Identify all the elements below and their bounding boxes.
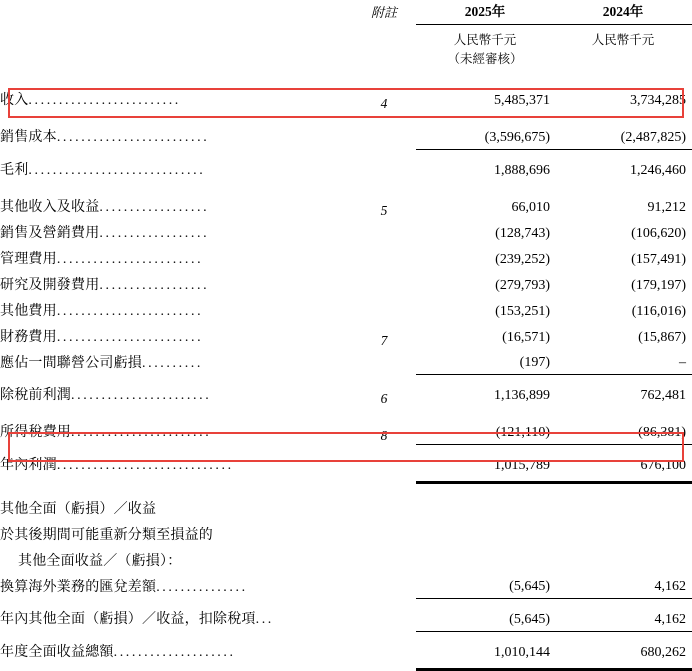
row-note-other-expenses: [352, 297, 416, 323]
row-current-selling-expenses: (128,743): [495, 225, 550, 241]
row-current-fx-translation: (5,645): [509, 579, 550, 594]
row-current-finance-costs: (16,571): [502, 329, 550, 345]
row-label-fx-translation: 換算海外業務的匯兌差額...............: [0, 579, 248, 595]
row-note-rd-expenses: [352, 271, 416, 297]
row-label-profit-for-year: 年內利潤.............................: [0, 457, 234, 473]
spacer: [0, 75, 692, 86]
row-current-other-income: 66,010: [511, 199, 550, 215]
table-row: [0, 193, 692, 219]
oci-subheading-row-1: [0, 521, 692, 547]
table-row: [0, 349, 692, 375]
row-label-gross-profit: 毛利.............................: [0, 162, 206, 178]
oci-heading-row: [0, 495, 692, 521]
row-prior-gross-profit: 1,246,460: [630, 162, 686, 178]
row-prior-revenue: 3,734,285: [630, 93, 686, 108]
header-note-label: 附註: [370, 4, 397, 20]
row-note-gross-profit: [352, 156, 416, 182]
row-prior-total-oci: 4,162: [654, 611, 686, 627]
row-note-profit-before-tax: 6: [380, 391, 388, 406]
row-current-income-tax: (121,110): [495, 424, 550, 440]
header-year-current: 2025年: [416, 0, 554, 25]
header-unit-prior-2: [554, 48, 692, 75]
row-current-revenue: 5,485,371: [494, 93, 550, 108]
row-note-finance-costs: 7: [380, 332, 388, 348]
row-prior-fx-translation: 4,162: [654, 579, 686, 594]
row-prior-cost-of-sales: (2,487,825): [620, 129, 686, 145]
row-current-gross-profit: 1,888,696: [494, 162, 550, 178]
spacer: [0, 112, 692, 123]
row-current-profit-before-tax: 1,136,899: [494, 388, 550, 403]
oci-subheading-line2: 其他全面收益／（虧損）：: [18, 553, 182, 569]
oci-subheading-line1: 於其後期間可能重新分類至損益的: [0, 527, 213, 543]
table-row: [0, 123, 692, 149]
row-label-share-of-associate-loss: 應佔一間聯營公司虧損..........: [0, 355, 203, 371]
row-note-total-comprehensive-income: [352, 638, 416, 664]
row-label-admin-expenses: 管理費用........................: [0, 251, 204, 267]
table-row: [0, 573, 692, 599]
row-current-total-comprehensive-income: 1,010,144: [494, 644, 550, 660]
spacer: [0, 182, 692, 193]
spacer: [0, 482, 692, 495]
row-note-fx-translation: [352, 573, 416, 599]
header-unit-current: 人民幣千元: [453, 33, 517, 47]
row-label-total-oci: 年內其他全面（虧損）／收益，扣除稅項...: [0, 612, 274, 627]
table-header-unit-row: [0, 25, 692, 49]
table-row: [0, 156, 692, 182]
table-row: [0, 245, 692, 271]
table-row: [0, 86, 692, 112]
header-unit-prior: 人民幣千元: [591, 33, 655, 47]
row-prior-total-comprehensive-income: 680,262: [640, 644, 686, 660]
row-label-profit-before-tax: 除稅前利潤.......................: [0, 388, 212, 403]
row-prior-share-of-associate-loss: –: [679, 355, 686, 370]
row-current-cost-of-sales: (3,596,675): [484, 129, 550, 145]
row-label-cost-of-sales: 銷售成本.........................: [0, 130, 210, 145]
table-header-row: [0, 0, 692, 25]
oci-heading: 其他全面（虧損）／收益: [0, 501, 157, 517]
row-prior-rd-expenses: (179,197): [631, 277, 686, 293]
oci-subheading-row-2: [0, 547, 692, 573]
row-note-other-income: 5: [380, 202, 388, 218]
row-current-other-expenses: (153,251): [495, 303, 550, 319]
row-note-profit-for-year: [352, 451, 416, 477]
row-note-revenue: 4: [380, 96, 388, 111]
table-row: [0, 297, 692, 323]
row-prior-selling-expenses: (106,620): [631, 225, 686, 241]
row-current-profit-for-year: 1,015,789: [494, 457, 550, 473]
row-prior-finance-costs: (15,867): [638, 329, 686, 345]
row-prior-profit-before-tax: 762,481: [640, 388, 686, 403]
total-underline-row: [0, 664, 692, 670]
row-current-rd-expenses: (279,793): [495, 277, 550, 293]
table-row: [0, 323, 692, 349]
row-prior-profit-for-year: 676,100: [640, 457, 686, 473]
header-unaudited-current: （未經審核）: [447, 52, 523, 66]
row-label-other-expenses: 其他費用........................: [0, 303, 204, 319]
table-row: [0, 271, 692, 297]
row-current-share-of-associate-loss: (197): [519, 355, 550, 370]
table-row: [0, 219, 692, 245]
table-row: [0, 418, 692, 444]
row-label-income-tax: 所得稅費用.......................: [0, 425, 212, 440]
row-note-total-oci: [352, 605, 416, 631]
row-label-total-comprehensive-income: 年度全面收益總額....................: [0, 644, 236, 660]
row-prior-other-expenses: (116,016): [631, 303, 686, 319]
row-label-revenue: 收入.........................: [0, 93, 181, 108]
row-label-finance-costs: 財務費用........................: [0, 329, 204, 345]
row-note-selling-expenses: [352, 219, 416, 245]
row-current-admin-expenses: (239,252): [495, 251, 550, 267]
row-note-cost-of-sales: [352, 123, 416, 149]
table-row: [0, 451, 692, 477]
row-label-other-income: 其他收入及收益..................: [0, 199, 210, 215]
table-row: [0, 605, 692, 631]
row-label-rd-expenses: 研究及開發費用..................: [0, 277, 210, 293]
row-prior-income-tax: (86,381): [638, 424, 686, 440]
row-current-total-oci: (5,645): [509, 611, 550, 627]
table-row: [0, 381, 692, 407]
row-prior-other-income: 91,212: [647, 199, 686, 215]
header-year-prior: 2024年: [554, 0, 692, 25]
spacer: [0, 407, 692, 418]
table-header-unaudited-row: [0, 48, 692, 75]
row-prior-admin-expenses: (157,491): [631, 251, 686, 267]
row-note-admin-expenses: [352, 245, 416, 271]
row-note-income-tax: 8: [380, 428, 388, 443]
row-label-selling-expenses: 銷售及營銷費用..................: [0, 225, 210, 241]
row-note-share-of-associate-loss: [352, 349, 416, 375]
table-row: [0, 638, 692, 664]
